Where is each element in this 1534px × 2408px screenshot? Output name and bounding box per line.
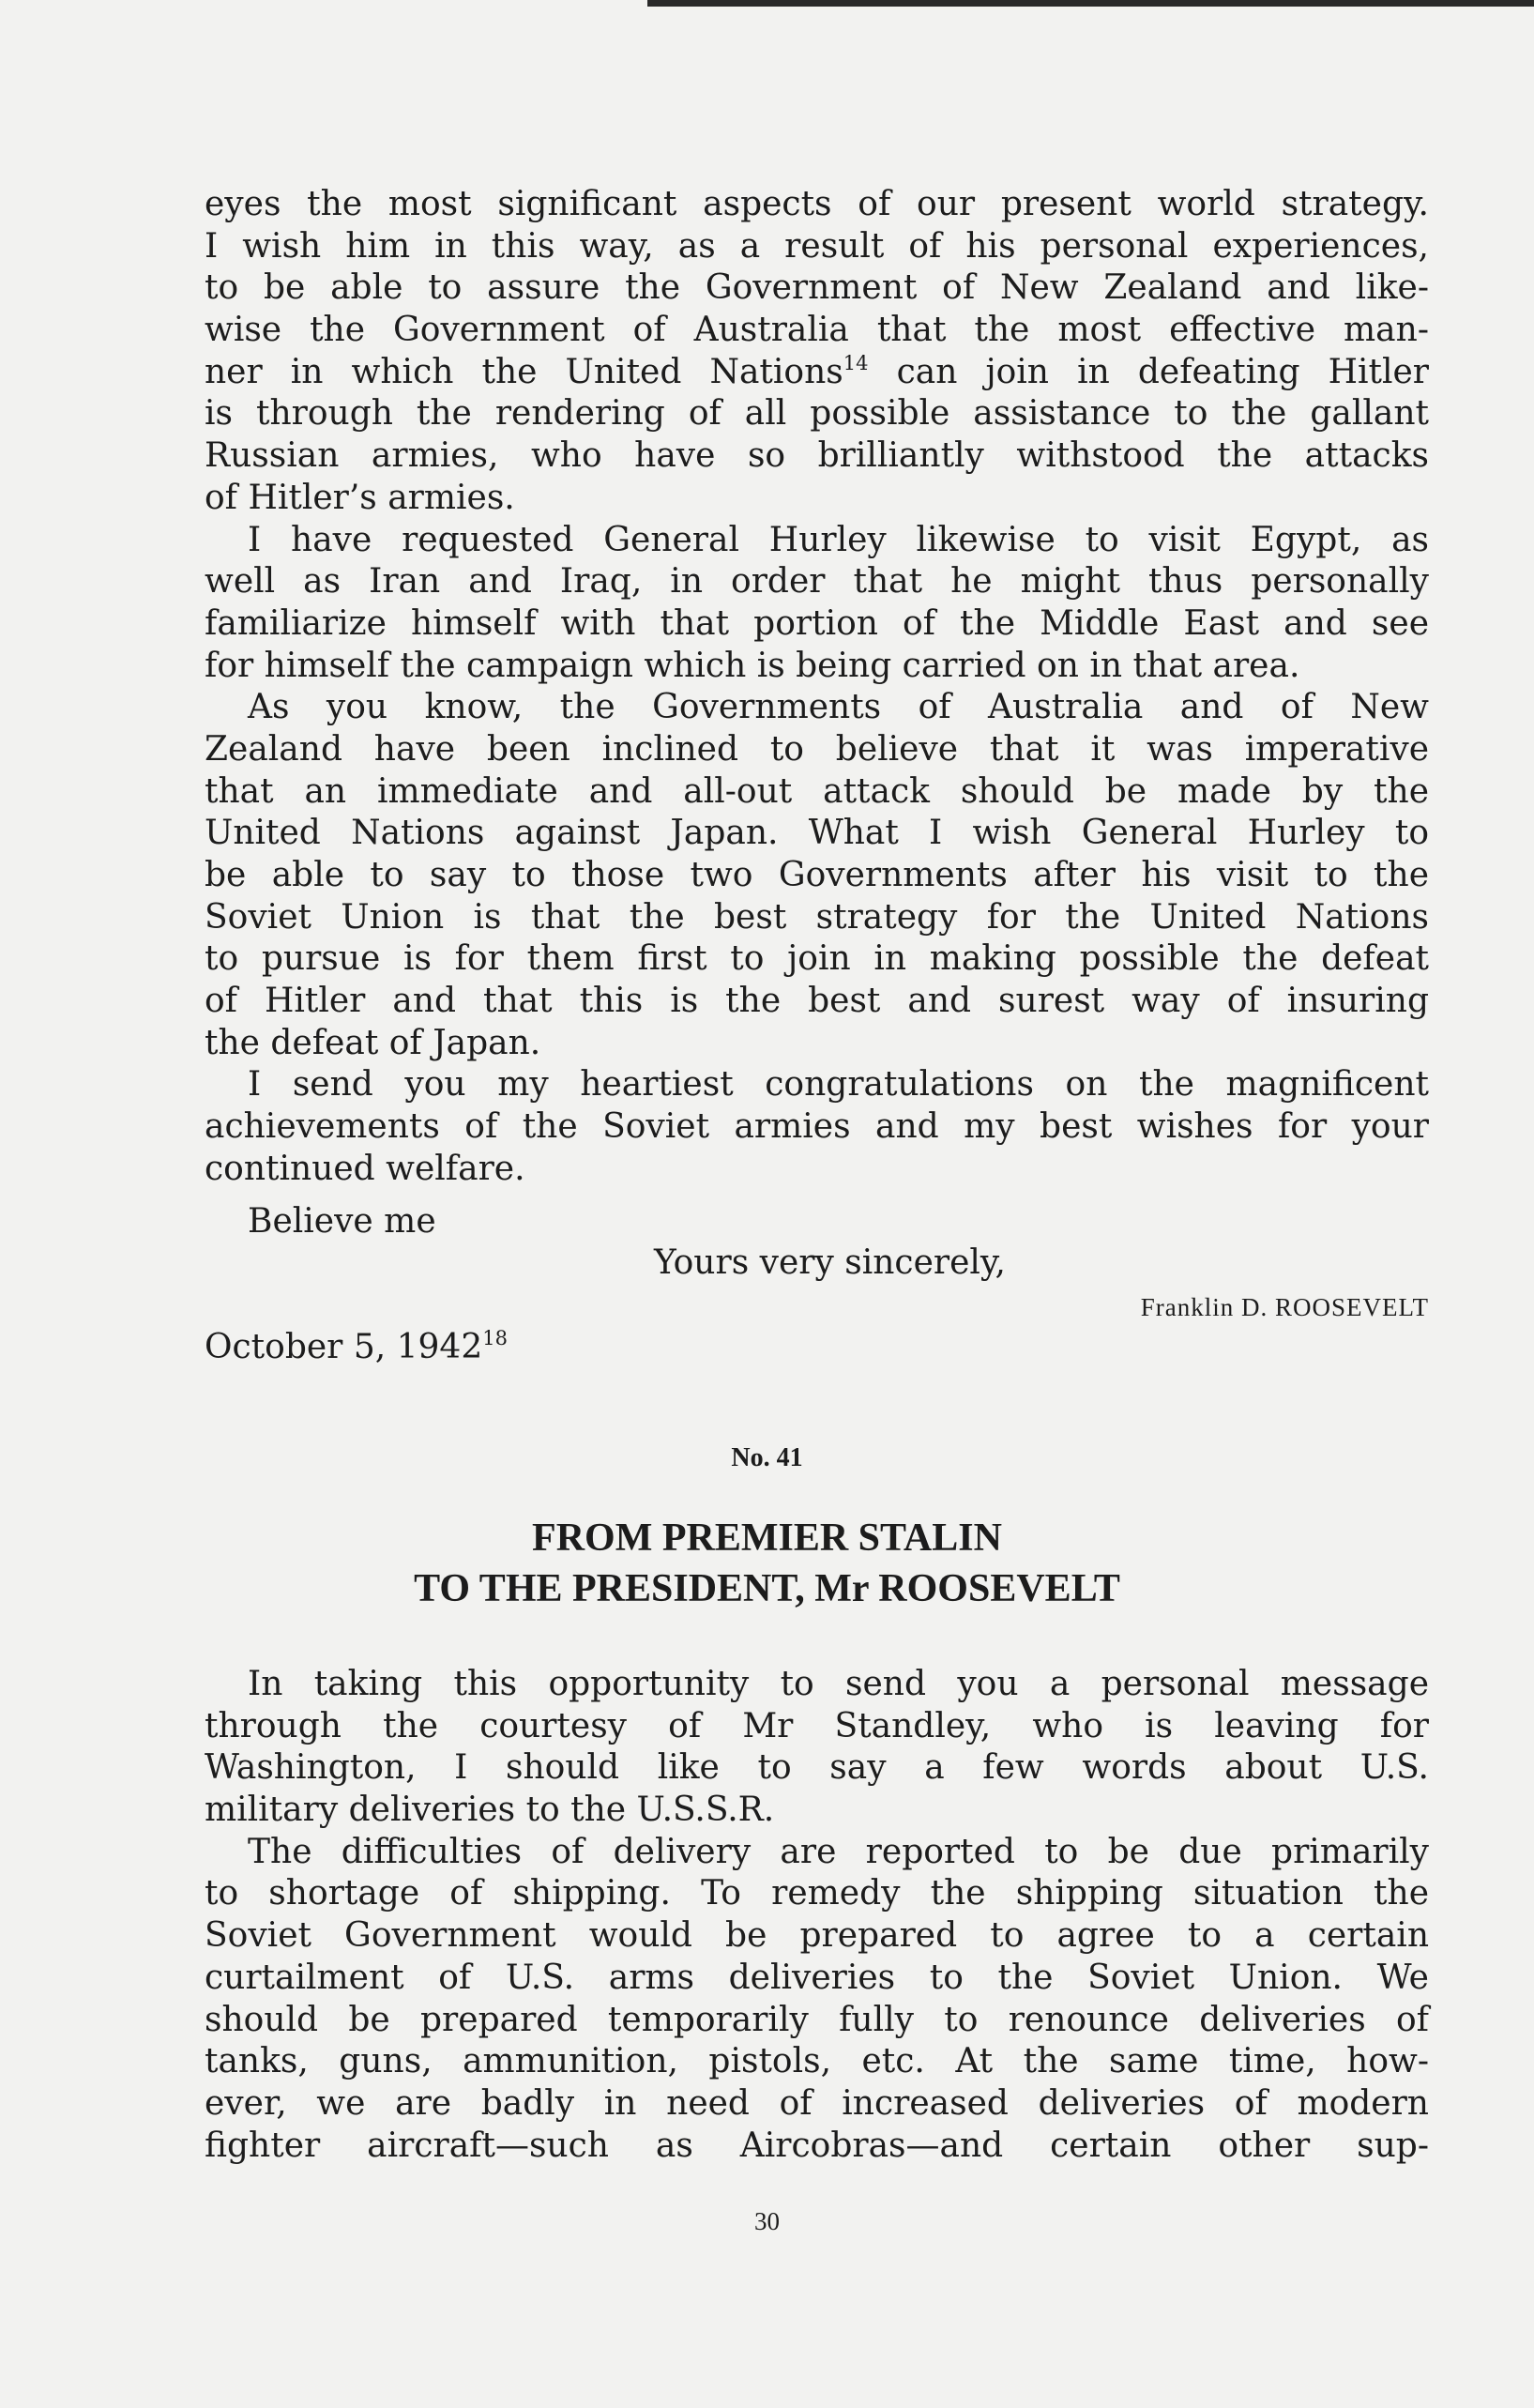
text-line: The difficulties of delivery are reported to be due primarily	[248, 1832, 1429, 1871]
text-line: the defeat of Japan.	[205, 1023, 541, 1062]
signature: Franklin D. ROOSEVELT	[1140, 1293, 1429, 1321]
text-line: achievements of the Soviet armies and my best wishes for your	[205, 1107, 1429, 1147]
text-line: to shortage of shipping. To remedy the shipping situation the	[205, 1874, 1429, 1913]
text-line: continued welfare.	[205, 1149, 525, 1188]
text-line: Washington, I should like to say a few words about U.S.	[205, 1748, 1429, 1788]
text-line: should be prepared temporarily fully to renounce deliveries of	[205, 2000, 1429, 2039]
heading-line-1: FROM PREMIER STALIN	[532, 1516, 1002, 1560]
page-edge-shadow	[647, 0, 1534, 7]
text-line: I wish him in this way, as a result of his personal experiences,	[205, 226, 1429, 266]
closing-yours: Yours very sincerely,	[654, 1243, 1006, 1282]
text-line: to be able to assure the Government of New Zealand and like-	[205, 268, 1429, 308]
text-line: Russian armies, who have so brilliantly withstood the attacks	[205, 436, 1429, 476]
closing-believe: Believe me	[248, 1202, 436, 1241]
message-body	[205, 1664, 1429, 2167]
text-line: Zealand have been inclined to believe that it was imperative	[205, 729, 1429, 769]
date-text: October 5, 1942	[205, 1328, 483, 1366]
text-line: curtailment of U.S. arms deliveries to the Soviet Union. We	[205, 1958, 1429, 1997]
text-line: I send you my heartiest congratulations on the magnificent	[248, 1065, 1429, 1105]
page-number: 30	[754, 2207, 780, 2235]
text-line: that an immediate and all-out attack should be made by the	[205, 771, 1429, 811]
letter-body	[205, 184, 1429, 1191]
footnote-ref: 14	[843, 351, 869, 374]
document-number: No. 41	[731, 1443, 803, 1472]
text-line: As you know, the Governments of Australia and of New	[248, 688, 1429, 727]
text-line: well as Iran and Iraq, in order that he might thus personally	[205, 562, 1429, 602]
text-line: ever, we are badly in need of increased deliveries of modern	[205, 2083, 1429, 2123]
text-line: In taking this opportunity to send you a personal message	[248, 1665, 1429, 1703]
text-line: Soviet Union is that the best strategy for the United Nations	[205, 897, 1429, 937]
text-line: eyes the most significant aspects of our present world strategy.	[205, 185, 1429, 223]
text-line: Soviet Government would be prepared to agree to a certain	[205, 1916, 1429, 1956]
text-line: to pursue is for them first to join in making possible the defeat	[205, 939, 1429, 979]
text-line: ner in which the United Nations$^{14}$ can join in defeating Hitler	[205, 351, 1429, 391]
text-line: be able to say to those two Governments after his visit to the	[205, 856, 1429, 894]
text-line: of Hitler and that this is the best and surest way of insuring	[205, 982, 1429, 1021]
text-line: familiarize himself with that portion of the Middle East and see	[205, 603, 1429, 643]
footnote-ref: 18	[482, 1327, 508, 1349]
text-line: wise the Government of Australia that the most effective man-	[205, 311, 1429, 350]
text-line: fighter aircraft—such as Aircobras—and certain other sup-	[205, 2126, 1429, 2165]
text-line: of Hitler’s armies.	[205, 478, 515, 517]
text-line: United Nations against Japan. What I wish General Hurley to	[205, 814, 1429, 853]
text-line: for himself the campaign which is being carried on in that area.	[205, 646, 1300, 685]
text-line: military deliveries to the U.S.S.R.	[205, 1791, 775, 1830]
text-line: tanks, guns, ammunition, pistols, etc. At the same time, how-	[205, 2042, 1429, 2081]
text-line: I have requested General Hurley likewise to visit Egypt, as	[248, 520, 1429, 559]
heading-line-2: TO THE PRESIDENT, Mr ROOSEVELT	[414, 1567, 1120, 1610]
text-line: through the courtesy of Mr Standley, who is leaving for	[205, 1706, 1429, 1745]
text-line: is through the rendering of all possible assistance to the gallant	[205, 394, 1429, 434]
letter-date	[205, 1327, 508, 1368]
